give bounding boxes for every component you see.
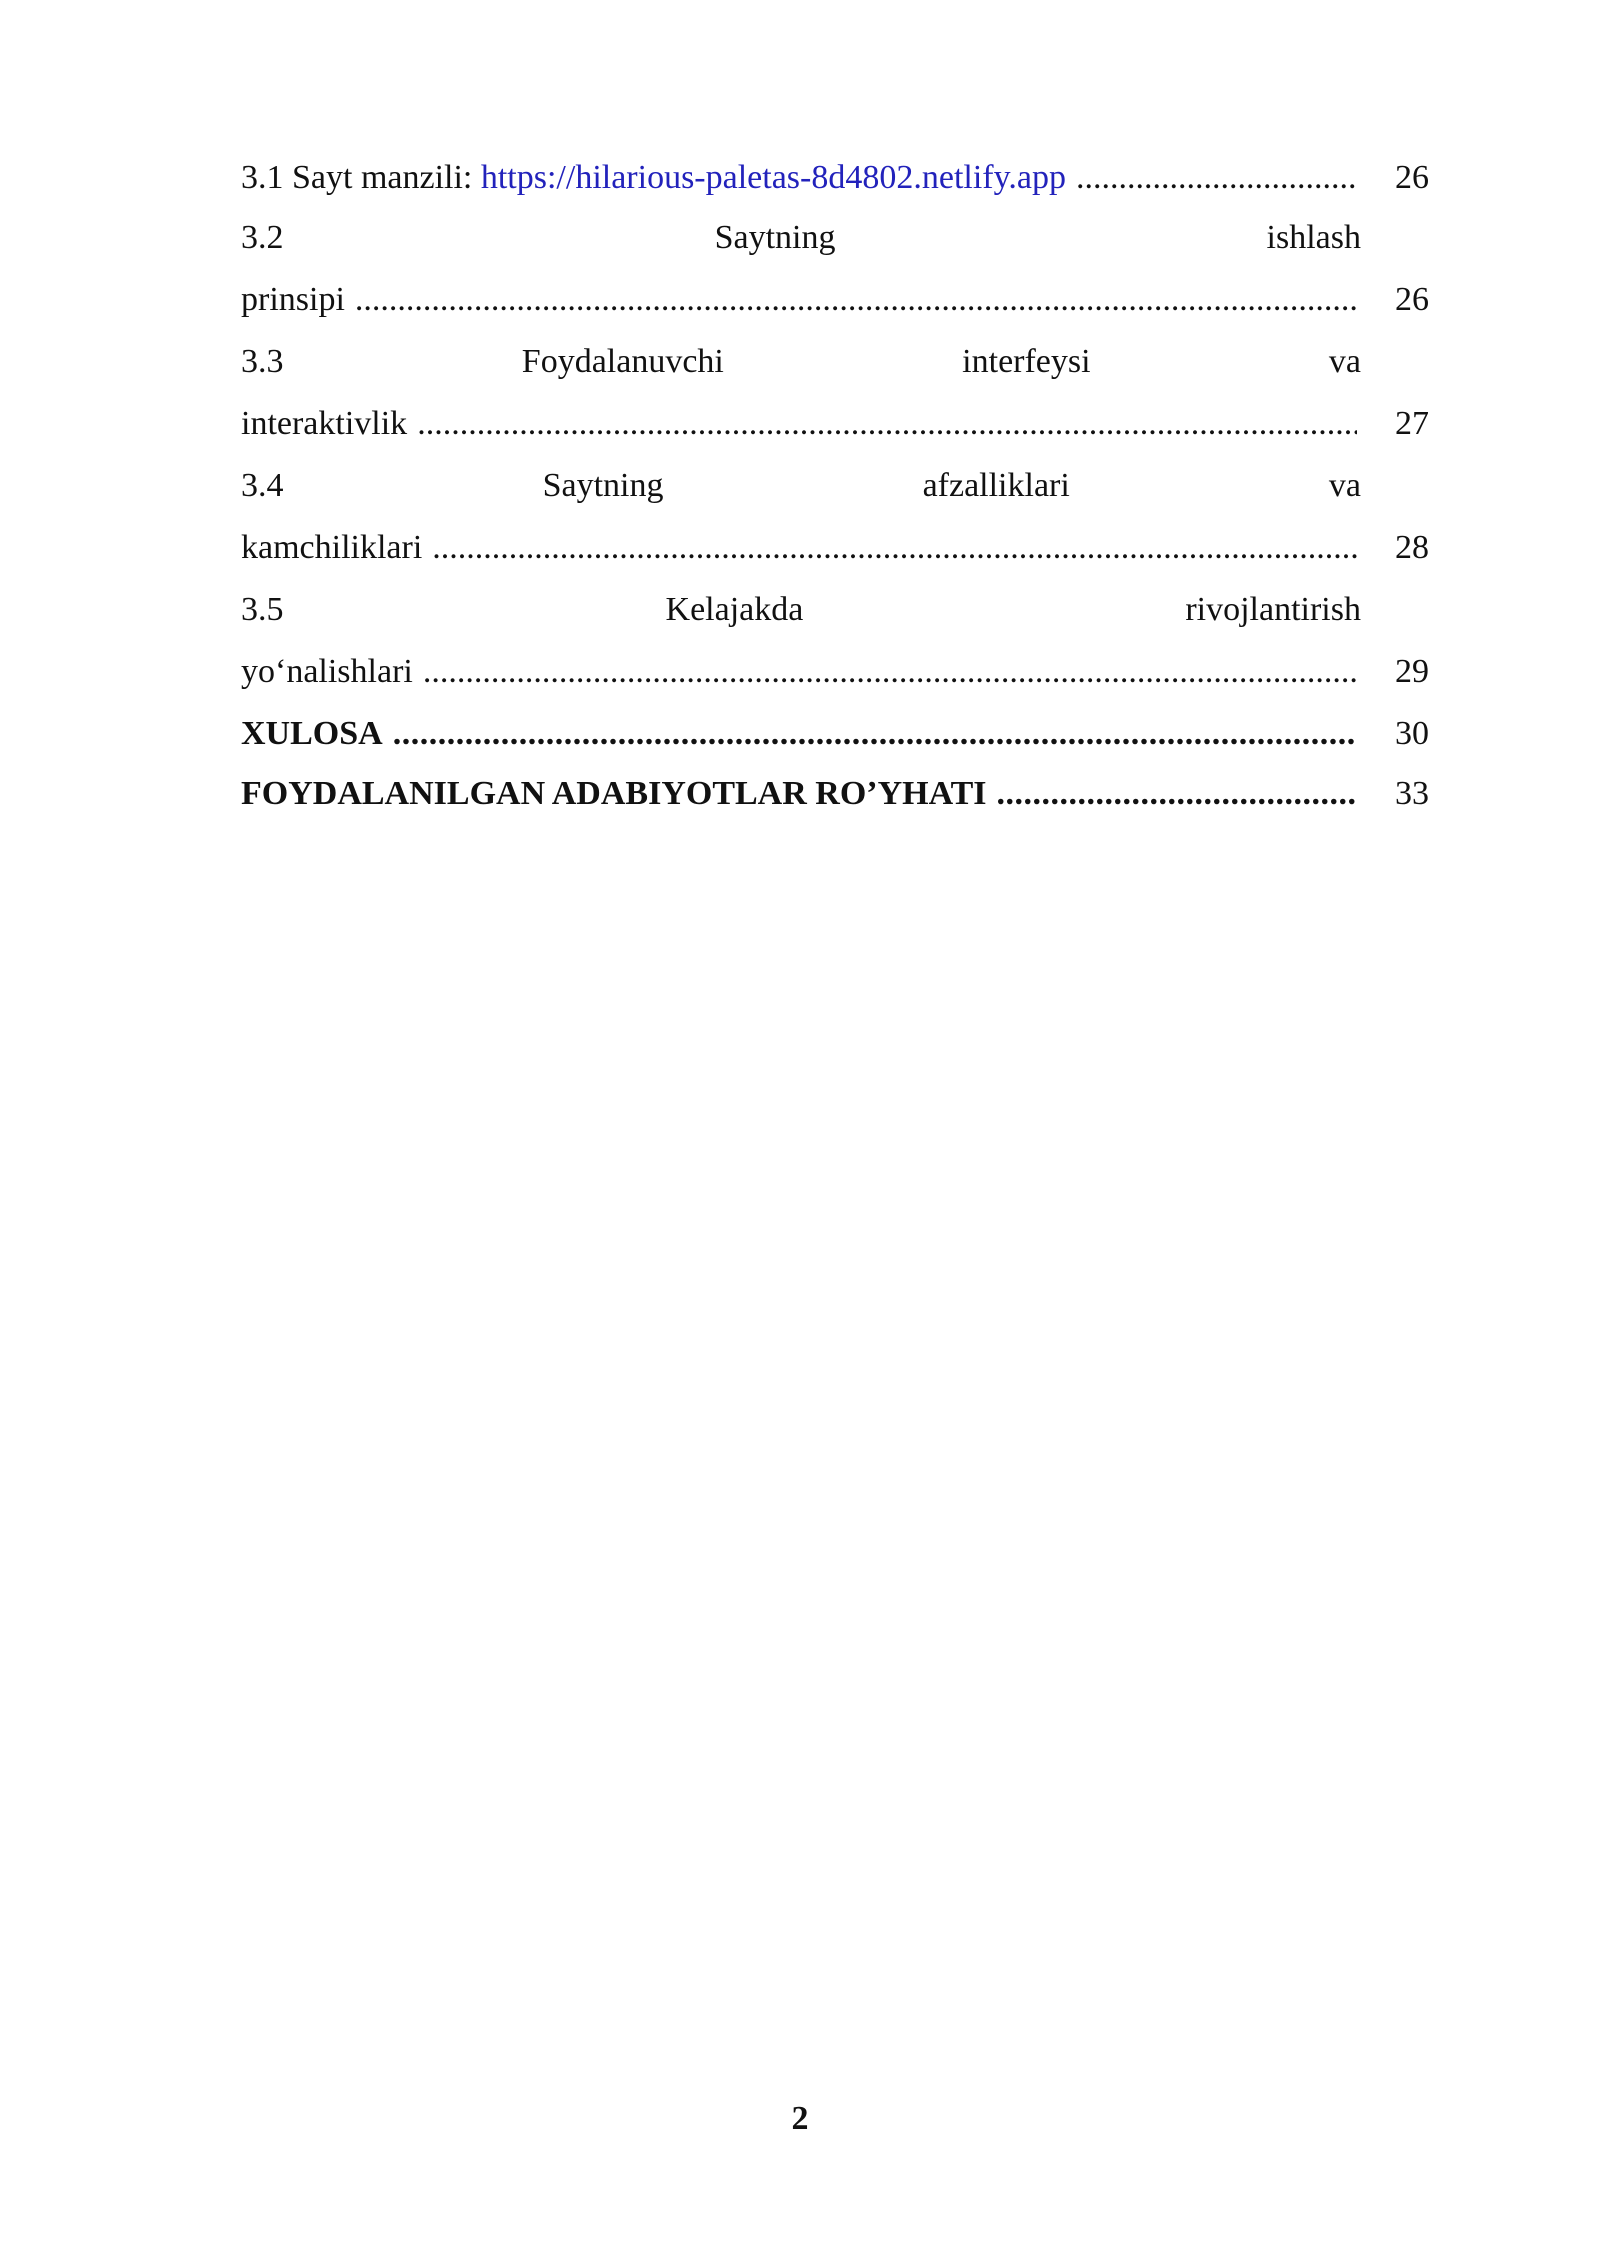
page-number: 2 (791, 2100, 809, 2137)
toc-entry-3-3-line-1[interactable] (241, 332, 1429, 392)
toc-entry-3-2-line-1[interactable] (241, 208, 1429, 268)
toc-entry-3-5-line-1[interactable] (241, 580, 1429, 640)
site-url-link[interactable]: https://hilarious-paletas-8d4802.netlify.app (480, 159, 1066, 196)
toc-word: interfeysi (962, 343, 1091, 380)
toc-word: Saytning (542, 467, 664, 504)
toc-entry-continuation: kamchiliklari (241, 529, 423, 566)
toc-entry-title: FOYDALANILGAN ADABIYOTLAR RO’YHATI (241, 775, 987, 812)
toc-entry-continuation: interaktivlik (241, 405, 408, 442)
toc-entry-3-1-title: 3.1 Sayt manzili: (241, 159, 481, 196)
toc-entry-3-5-line-2[interactable] (241, 640, 1429, 704)
toc-word: rivojlantirish (1185, 591, 1361, 628)
dot-leader (393, 704, 1357, 764)
toc-entry-3-1[interactable] (241, 148, 1429, 208)
toc-entry-3-4-line-2[interactable] (241, 516, 1429, 580)
toc-word: Foydalanuvchi (521, 343, 724, 380)
toc-entry-xulosa[interactable] (241, 704, 1429, 764)
toc-word: 3.3 (241, 343, 284, 380)
toc-entry-3-3-line-2[interactable] (241, 392, 1429, 456)
toc-word: Kelajakda (665, 591, 804, 628)
toc-word: 3.4 (241, 467, 284, 504)
toc-page-number: 26 (1395, 159, 1429, 196)
dot-leader (432, 516, 1357, 580)
dot-leader (1076, 148, 1357, 208)
toc-word: afzalliklari (922, 467, 1070, 504)
toc-page-number: 26 (1395, 281, 1429, 318)
toc-entry-continuation: prinsipi (241, 281, 345, 318)
toc-page-number: 27 (1395, 405, 1429, 442)
dot-leader (417, 392, 1357, 456)
toc-entry-3-4-line-1[interactable] (241, 456, 1429, 516)
toc-entry-title: XULOSA (241, 715, 383, 752)
dot-leader (997, 764, 1357, 824)
toc-word: 3.2 (241, 219, 284, 256)
toc-page-number: 30 (1395, 715, 1429, 752)
dot-leader (423, 640, 1357, 704)
toc-entry-3-2-line-2[interactable] (241, 268, 1429, 332)
toc-page-number: 33 (1395, 775, 1429, 812)
toc-entry-continuation: yo‘nalishlari (241, 653, 413, 690)
toc-word: va (1328, 343, 1361, 380)
toc-word: 3.5 (241, 591, 284, 628)
toc-page-number: 28 (1395, 529, 1429, 566)
toc-word: va (1328, 467, 1361, 504)
toc-entry-references[interactable] (241, 764, 1429, 824)
toc-word: ishlash (1266, 219, 1361, 256)
toc-page-number: 29 (1395, 653, 1429, 690)
table-of-contents (241, 148, 1429, 824)
dot-leader (355, 268, 1357, 332)
toc-word: Saytning (714, 219, 836, 256)
